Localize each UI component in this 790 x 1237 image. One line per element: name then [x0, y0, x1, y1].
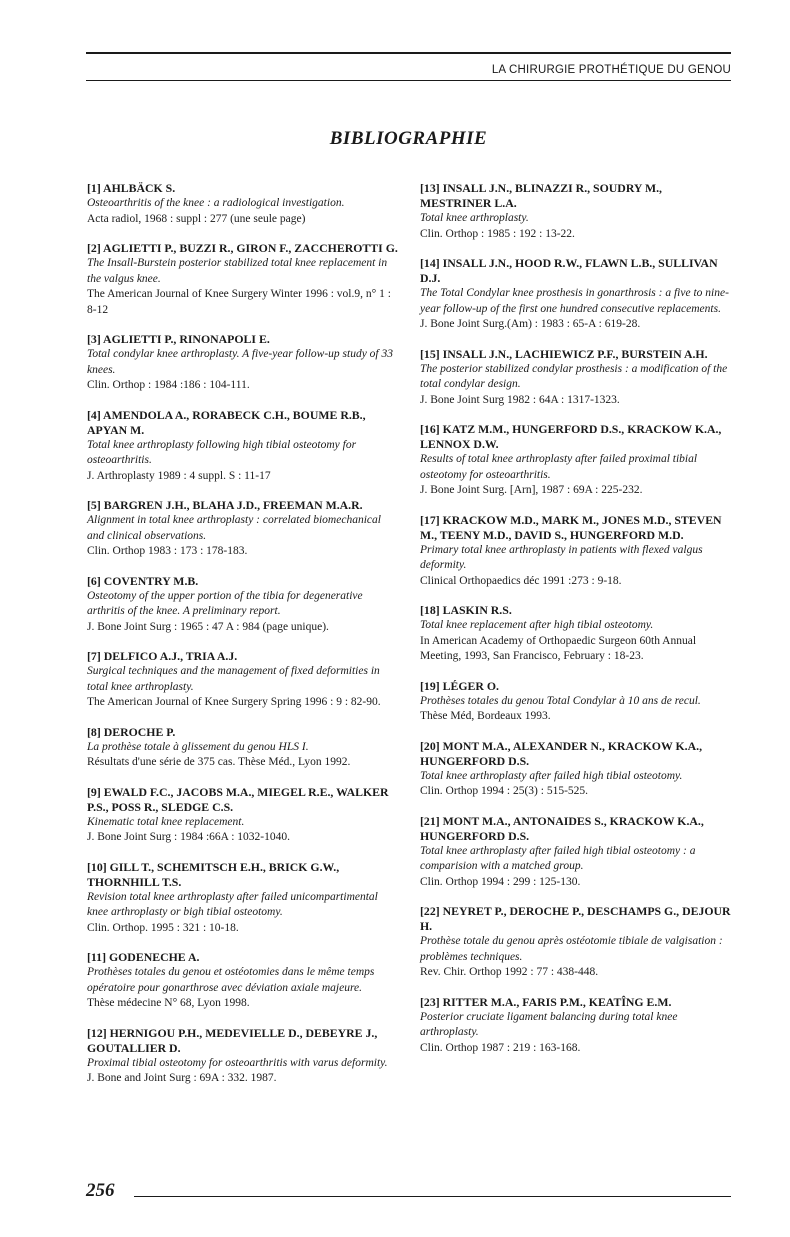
reference-authors: [2] AGLIETTI P., BUZZI R., GIRON F., ZACCHEROTTI G.: [87, 241, 398, 255]
reference-title: Primary total knee arthroplasty in patients with flexed valgus deformity.: [420, 543, 703, 571]
reference-source: J. Bone and Joint Surg : 69A : 332. 1987.: [87, 1072, 277, 1084]
reference-title: Surgical techniques and the management of fixed deformities in total knee arthroplasty.: [87, 665, 380, 693]
reference-authors: [12] HERNIGOU P.H., MEDEVIELLE D., DEBEYRE J., GOUTALLIER D.: [87, 1025, 378, 1055]
reference-title: Proximal tibial osteotomy for osteoarthritis with varus deformity.: [87, 1056, 388, 1069]
reference-authors: [16] KATZ M.M., HUNGERFORD D.S., KRACKOW K.A., LENNOX D.W.: [420, 422, 722, 451]
reference-entry: [87, 649, 399, 711]
reference-entry: [420, 513, 732, 590]
reference-source: Clin. Orthop 1994 : 299 : 125-130.: [420, 875, 581, 888]
reference-entry: [87, 408, 399, 485]
reference-entry: [420, 181, 732, 242]
reference-source: Clin. Orthop : 1984 :186 : 104-111.: [87, 379, 250, 391]
reference-title: The Insall-Burstein posterior stabilized total knee replacement in the valgus knee.: [87, 257, 388, 285]
reference-title: The Total Condylar knee prosthesis in gonarthrosis : a five to nine-year follow-up of the first one hundred consecutive replacements.: [420, 287, 729, 315]
reference-title: Prothèse totale du genou après ostéotomie tibiale de valgisation : problèmes techniques.: [420, 935, 723, 963]
reference-title: Osteotomy of the upper portion of the tibia for degenerative arthritis of the knee. A preliminary report.: [87, 589, 363, 617]
reference-authors: [21] MONT M.A., ANTONAIDES S., KRACKOW K.A., HUNGERFORD D.S.: [420, 813, 704, 843]
reference-authors: [8] DEROCHE P.: [87, 724, 176, 739]
right-column: [420, 181, 732, 1070]
reference-source: J. Arthroplasty 1989 : 4 suppl. S : 11-17: [87, 469, 271, 482]
footer-rule: [134, 1196, 731, 1197]
page-footer: [86, 1180, 731, 1204]
reference-title: Total knee arthroplasty after failed high tibial osteotomy.: [420, 769, 683, 782]
running-title: LA CHIRURGIE PROTHÉTIQUE DU GENOU: [491, 64, 731, 76]
reference-authors: [4] AMENDOLA A., RORABECK C.H., BOUME R.B., APYAN M.: [87, 407, 366, 437]
reference-entry: [87, 181, 399, 227]
reference-source: J. Bone Joint Surg. [Arn], 1987 : 69A : 225-232.: [420, 484, 643, 496]
reference-source: The American Journal of Knee Surgery Spring 1996 : 9 : 82-90.: [87, 696, 381, 708]
reference-source: In American Academy of Orthopaedic Surgeon 60th Annual Meeting, 1993, San Francisco, February : 18-23.: [420, 634, 697, 662]
reference-source: Clin. Orthop 1983 : 173 : 178-183.: [87, 545, 248, 557]
reference-source: Thèse médecine N° 68, Lyon 1998.: [87, 997, 250, 1009]
reference-entry: [420, 739, 732, 800]
reference-title: Total knee replacement after high tibial osteotomy.: [420, 619, 654, 631]
reference-authors: [20] MONT M.A., ALEXANDER N., KRACKOW K.A., HUNGERFORD D.S.: [420, 738, 703, 768]
reference-title: Prothèses totales du genou et ostéotomies dans le même temps opératoire pour gonarthrose avec déviation axiale majeure.: [87, 966, 375, 994]
reference-entry: [87, 241, 399, 318]
reference-source: J. Bone Joint Surg : 1965 : 47 A : 984 (page unique).: [87, 620, 329, 633]
reference-authors: [5] BARGREN J.H., BLAHA J.D., FREEMAN M.A.R.: [87, 498, 363, 512]
reference-authors: [3] AGLIETTI P., RINONAPOLI E.: [87, 332, 270, 346]
page-title: BIBLIOGRAPHIE: [329, 128, 488, 149]
reference-source: J. Bone Joint Surg : 1984 :66A : 1032-1040.: [87, 831, 290, 843]
reference-title: Revision total knee arthroplasty after failed unicompartimental knee arthroplasty or bigh tibial osteotomy.: [87, 890, 378, 918]
reference-entry: [87, 574, 399, 636]
reference-entry: [420, 679, 732, 725]
reference-authors: [17] KRACKOW M.D., MARK M., JONES M.D., STEVEN M., TEENY M.D., DAVID S., HUNGERFORD M.D.: [420, 512, 722, 542]
reference-source: Clin. Orthop : 1985 : 192 : 13-22.: [420, 227, 575, 240]
reference-authors: [10] GILL T., SCHEMITSCH E.H., BRICK G.W., THORNHILL T.S.: [87, 859, 340, 889]
reference-authors: [15] INSALL J.N., LACHIEWICZ P.F., BURSTEIN A.H.: [420, 346, 708, 361]
reference-title: Total knee arthroplasty after failed high tibial osteotomy : a comparision with a matched group.: [420, 844, 696, 872]
reference-authors: [19] LÉGER O.: [420, 678, 499, 693]
reference-source: Clinical Orthopaedics déc 1991 :273 : 9-18.: [420, 574, 622, 587]
reference-authors: [9] EWALD F.C., JACOBS M.A., MIEGEL R.E., WALKER P.S., POSS R., SLEDGE C.S.: [87, 784, 389, 814]
reference-title: Total knee arthroplasty following high tibial osteotomy for osteoarthritis.: [87, 438, 357, 466]
reference-entry: [420, 347, 732, 409]
reference-authors: [14] INSALL J.N., HOOD R.W., FLAWN L.B., SULLIVAN D.J.: [420, 256, 718, 285]
reference-source: Clin. Orthop 1994 : 25(3) : 515-525.: [420, 785, 589, 797]
reference-entry: [87, 332, 399, 394]
reference-source: J. Bone Joint Surg 1982 : 64A : 1317-1323.: [420, 393, 620, 406]
reference-entry: [420, 603, 732, 665]
reference-source: Clin. Orthop. 1995 : 321 : 10-18.: [87, 921, 239, 934]
reference-authors: [1] AHLBÄCK S.: [87, 181, 176, 195]
reference-source: Rev. Chir. Orthop 1992 : 77 : 438-448.: [420, 966, 599, 978]
reference-entry: [420, 995, 732, 1057]
reference-authors: [22] NEYRET P., DEROCHE P., DESCHAMPS G., DEJOUR H.: [420, 904, 731, 933]
reference-entry: [87, 860, 399, 937]
left-column: [87, 181, 399, 1101]
reference-source: Résultats d'une série de 375 cas. Thèse Méd., Lyon 1992.: [87, 756, 351, 768]
reference-title: Alignment in total knee arthroplasty : correlated biomechanical and clinical observations.: [87, 514, 381, 542]
reference-title: La prothèse totale à glissement du genou HLS I.: [87, 740, 309, 753]
reference-authors: [23] RITTER M.A., FARIS P.M., KEATÎNG E.M.: [420, 994, 672, 1009]
page-number: 256: [86, 1180, 115, 1201]
reference-entry: [420, 422, 732, 499]
reference-source: Thèse Méd, Bordeaux 1993.: [420, 710, 551, 722]
reference-entry: [87, 1026, 399, 1087]
reference-source: The American Journal of Knee Surgery Winter 1996 : vol.9, n° 1 : 8-12: [87, 288, 391, 316]
reference-entry: [420, 904, 732, 981]
reference-entry: [420, 256, 732, 333]
reference-entry: [87, 785, 399, 846]
reference-title: Total knee arthroplasty.: [420, 212, 529, 224]
reference-entry: [420, 814, 732, 891]
reference-title: Kinematic total knee replacement.: [87, 815, 245, 828]
reference-source: J. Bone Joint Surg.(Am) : 1983 : 65-A : 619-28.: [420, 318, 641, 330]
reference-authors: [13] INSALL J.N., BLINAZZI R., SOUDRY M., MESTRINER L.A.: [420, 181, 662, 210]
reference-entry: [87, 950, 399, 1012]
reference-title: Results of total knee arthroplasty after failed proximal tibial osteotomy for osteoarthritis.: [420, 453, 698, 481]
reference-title: Osteoarthritis of the knee : a radiological investigation.: [87, 197, 345, 209]
reference-authors: [7] DELFICO A.J., TRIA A.J.: [87, 649, 238, 663]
reference-source: Acta radiol, 1968 : suppl : 277 (une seule page): [87, 212, 306, 225]
running-header: [86, 52, 731, 81]
reference-authors: [18] LASKIN R.S.: [420, 603, 512, 617]
reference-title: Prothèses totales du genou Total Condylar à 10 ans de recul.: [420, 694, 701, 707]
reference-authors: [11] GODENECHE A.: [87, 950, 200, 964]
reference-authors: [6] COVENTRY M.B.: [87, 573, 199, 588]
reference-title: The posterior stabilized condylar prosthesis : a modification of the total condylar design.: [420, 362, 728, 390]
reference-entry: [87, 498, 399, 560]
reference-source: Clin. Orthop 1987 : 219 : 163-168.: [420, 1041, 581, 1054]
reference-entry: [87, 725, 399, 771]
reference-title: Posterior cruciate ligament balancing during total knee arthroplasty.: [420, 1010, 678, 1038]
reference-title: Total condylar knee arthroplasty. A five-year follow-up study of 33 knees.: [87, 348, 394, 376]
